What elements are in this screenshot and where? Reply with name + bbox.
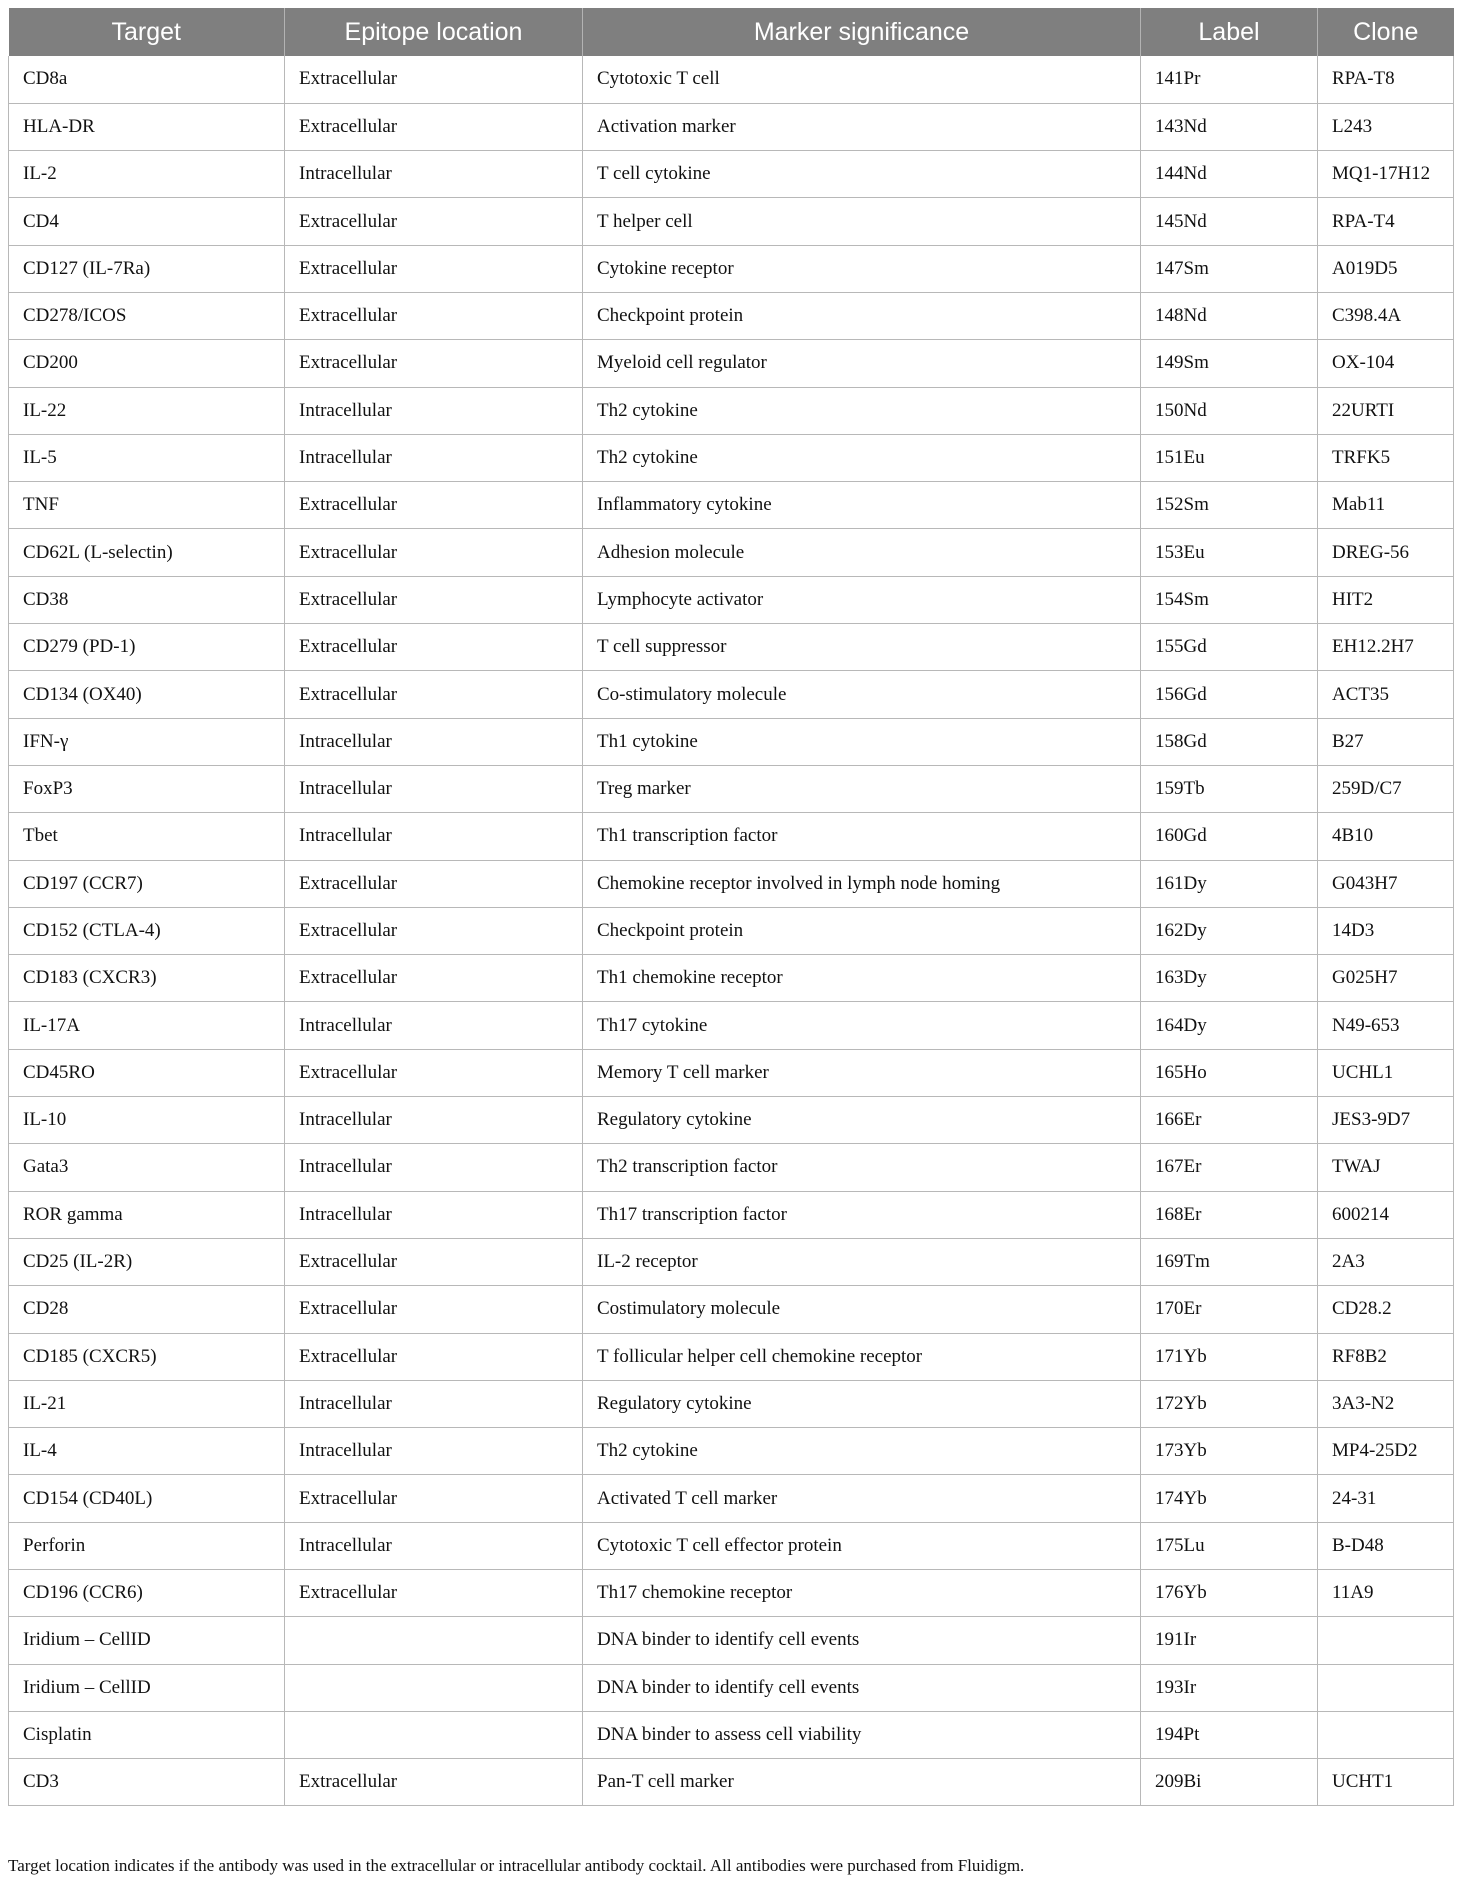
table-footnote: Target location indicates if the antibody was used in the extracellular or intracellular antibody cocktail. All antibodies were purchased from Fluidigm. [8,1856,1025,1875]
cell-marker-significance: Costimulatory molecule [583,1286,1141,1333]
cell-clone: G025H7 [1318,955,1454,1002]
cell-clone: MP4-25D2 [1318,1428,1454,1475]
cell-clone: RPA-T4 [1318,198,1454,245]
antibody-panel-table [8,8,1454,1806]
cell-target: CD185 (CXCR5) [9,1333,285,1380]
cell-marker-significance: Memory T cell marker [583,1049,1141,1096]
cell-target: CD197 (CCR7) [9,860,285,907]
cell-epitope-location: Intracellular [285,1144,583,1191]
table-row [9,151,1454,198]
cell-epitope-location [285,1664,583,1711]
cell-epitope-location: Extracellular [285,292,583,339]
header-label: Label [1141,8,1318,56]
table-row [9,1333,1454,1380]
cell-epitope-location: Extracellular [285,1286,583,1333]
table-row [9,292,1454,339]
cell-marker-significance: Th2 cytokine [583,387,1141,434]
cell-marker-significance: T cell cytokine [583,151,1141,198]
cell-target: CD3 [9,1759,285,1806]
cell-label: 194Pt [1141,1711,1318,1758]
cell-clone: UCHT1 [1318,1759,1454,1806]
cell-label: 193Ir [1141,1664,1318,1711]
cell-label: 209Bi [1141,1759,1318,1806]
cell-clone: MQ1-17H12 [1318,151,1454,198]
cell-epitope-location: Extracellular [285,576,583,623]
header-epitope-location: Epitope location [285,8,583,56]
table-row [9,955,1454,1002]
cell-label: 174Yb [1141,1475,1318,1522]
cell-epitope-location: Extracellular [285,671,583,718]
cell-label: 164Dy [1141,1002,1318,1049]
cell-label: 163Dy [1141,955,1318,1002]
cell-marker-significance: Treg marker [583,765,1141,812]
cell-clone: RF8B2 [1318,1333,1454,1380]
table-row [9,765,1454,812]
cell-clone: 22URTI [1318,387,1454,434]
cell-marker-significance: Activation marker [583,103,1141,150]
cell-epitope-location: Extracellular [285,624,583,671]
table-row [9,1428,1454,1475]
cell-label: 153Eu [1141,529,1318,576]
cell-target: FoxP3 [9,765,285,812]
cell-epitope-location: Extracellular [285,1333,583,1380]
cell-clone [1318,1664,1454,1711]
cell-target: IL-22 [9,387,285,434]
cell-target: CD154 (CD40L) [9,1475,285,1522]
cell-label: 151Eu [1141,434,1318,481]
cell-label: 168Er [1141,1191,1318,1238]
cell-target: CD8a [9,56,285,103]
cell-epitope-location: Intracellular [285,1191,583,1238]
cell-marker-significance: Cytokine receptor [583,245,1141,292]
cell-clone: DREG-56 [1318,529,1454,576]
cell-marker-significance: Myeloid cell regulator [583,340,1141,387]
cell-target: Cisplatin [9,1711,285,1758]
cell-label: 167Er [1141,1144,1318,1191]
table-row [9,1002,1454,1049]
cell-clone: EH12.2H7 [1318,624,1454,671]
table-row [9,1664,1454,1711]
cell-epitope-location: Intracellular [285,434,583,481]
cell-marker-significance: Th2 cytokine [583,1428,1141,1475]
cell-target: CD278/ICOS [9,292,285,339]
table-row [9,1570,1454,1617]
cell-label: 143Nd [1141,103,1318,150]
cell-epitope-location [285,1617,583,1664]
cell-label: 149Sm [1141,340,1318,387]
cell-target: IL-2 [9,151,285,198]
cell-label: 173Yb [1141,1428,1318,1475]
cell-label: 148Nd [1141,292,1318,339]
cell-label: 175Lu [1141,1522,1318,1569]
cell-target: IL-4 [9,1428,285,1475]
cell-clone: ACT35 [1318,671,1454,718]
cell-marker-significance: DNA binder to assess cell viability [583,1711,1141,1758]
cell-epitope-location: Intracellular [285,1002,583,1049]
cell-epitope-location: Intracellular [285,718,583,765]
cell-epitope-location: Extracellular [285,1049,583,1096]
cell-marker-significance: Th17 transcription factor [583,1191,1141,1238]
cell-label: 159Tb [1141,765,1318,812]
cell-clone: 14D3 [1318,907,1454,954]
cell-marker-significance: T helper cell [583,198,1141,245]
table-row [9,1380,1454,1427]
table-row [9,813,1454,860]
cell-marker-significance: Th2 cytokine [583,434,1141,481]
cell-target: CD279 (PD-1) [9,624,285,671]
cell-label: 156Gd [1141,671,1318,718]
cell-clone: A019D5 [1318,245,1454,292]
cell-target: ROR gamma [9,1191,285,1238]
cell-target: CD134 (OX40) [9,671,285,718]
header-target: Target [9,8,285,56]
cell-epitope-location: Extracellular [285,103,583,150]
cell-marker-significance: Pan-T cell marker [583,1759,1141,1806]
table-body [9,56,1454,1806]
cell-clone: B-D48 [1318,1522,1454,1569]
table-row [9,576,1454,623]
cell-label: 170Er [1141,1286,1318,1333]
cell-marker-significance: Co-stimulatory molecule [583,671,1141,718]
cell-marker-significance: Th17 cytokine [583,1002,1141,1049]
cell-target: IL-17A [9,1002,285,1049]
cell-epitope-location: Extracellular [285,198,583,245]
cell-marker-significance: Chemokine receptor involved in lymph node homing [583,860,1141,907]
cell-clone: G043H7 [1318,860,1454,907]
cell-marker-significance: Cytotoxic T cell [583,56,1141,103]
cell-label: 172Yb [1141,1380,1318,1427]
cell-label: 162Dy [1141,907,1318,954]
cell-epitope-location: Extracellular [285,955,583,1002]
cell-clone: JES3-9D7 [1318,1097,1454,1144]
cell-marker-significance: T cell suppressor [583,624,1141,671]
table-row [9,198,1454,245]
cell-marker-significance: Adhesion molecule [583,529,1141,576]
cell-epitope-location: Intracellular [285,1380,583,1427]
cell-label: 191Ir [1141,1617,1318,1664]
table-row [9,103,1454,150]
cell-epitope-location: Extracellular [285,529,583,576]
cell-clone: HIT2 [1318,576,1454,623]
cell-clone: C398.4A [1318,292,1454,339]
cell-epitope-location: Extracellular [285,340,583,387]
cell-marker-significance: Th1 cytokine [583,718,1141,765]
cell-marker-significance: Cytotoxic T cell effector protein [583,1522,1141,1569]
cell-epitope-location: Extracellular [285,56,583,103]
cell-epitope-location: Extracellular [285,1570,583,1617]
cell-clone: 11A9 [1318,1570,1454,1617]
cell-label: 154Sm [1141,576,1318,623]
cell-clone: UCHL1 [1318,1049,1454,1096]
cell-clone: OX-104 [1318,340,1454,387]
cell-epitope-location: Intracellular [285,813,583,860]
cell-label: 161Dy [1141,860,1318,907]
table-row [9,860,1454,907]
cell-target: Perforin [9,1522,285,1569]
table-row [9,671,1454,718]
cell-epitope-location: Intracellular [285,151,583,198]
cell-marker-significance: Regulatory cytokine [583,1380,1141,1427]
cell-label: 155Gd [1141,624,1318,671]
cell-marker-significance: Activated T cell marker [583,1475,1141,1522]
table-row [9,340,1454,387]
table-row [9,1617,1454,1664]
cell-target: CD28 [9,1286,285,1333]
table-row [9,624,1454,671]
cell-target: Iridium – CellID [9,1664,285,1711]
cell-target: Iridium – CellID [9,1617,285,1664]
cell-target: CD4 [9,198,285,245]
cell-epitope-location: Intracellular [285,387,583,434]
table-row [9,245,1454,292]
cell-target: CD196 (CCR6) [9,1570,285,1617]
cell-clone: TWAJ [1318,1144,1454,1191]
table-row [9,529,1454,576]
cell-epitope-location: Intracellular [285,1522,583,1569]
cell-clone: RPA-T8 [1318,56,1454,103]
cell-clone: TRFK5 [1318,434,1454,481]
cell-clone: L243 [1318,103,1454,150]
cell-label: 160Gd [1141,813,1318,860]
cell-label: 144Nd [1141,151,1318,198]
cell-clone [1318,1711,1454,1758]
table-row [9,56,1454,103]
cell-target: CD38 [9,576,285,623]
cell-target: TNF [9,482,285,529]
cell-marker-significance: Checkpoint protein [583,292,1141,339]
cell-label: 145Nd [1141,198,1318,245]
cell-target: CD45RO [9,1049,285,1096]
cell-clone: 600214 [1318,1191,1454,1238]
cell-clone: 259D/C7 [1318,765,1454,812]
cell-clone: 3A3-N2 [1318,1380,1454,1427]
cell-epitope-location: Extracellular [285,907,583,954]
cell-epitope-location: Intracellular [285,1428,583,1475]
cell-marker-significance: DNA binder to identify cell events [583,1664,1141,1711]
cell-target: HLA-DR [9,103,285,150]
cell-target: CD25 (IL-2R) [9,1238,285,1285]
cell-marker-significance: T follicular helper cell chemokine receptor [583,1333,1141,1380]
cell-marker-significance: Regulatory cytokine [583,1097,1141,1144]
cell-marker-significance: Checkpoint protein [583,907,1141,954]
cell-label: 166Er [1141,1097,1318,1144]
table-row [9,1191,1454,1238]
table-row [9,1759,1454,1806]
cell-label: 141Pr [1141,56,1318,103]
cell-target: CD127 (IL-7Ra) [9,245,285,292]
cell-epitope-location: Extracellular [285,1238,583,1285]
cell-epitope-location: Extracellular [285,1759,583,1806]
cell-label: 165Ho [1141,1049,1318,1096]
cell-label: 152Sm [1141,482,1318,529]
cell-marker-significance: Th1 chemokine receptor [583,955,1141,1002]
cell-marker-significance: DNA binder to identify cell events [583,1617,1141,1664]
cell-label: 176Yb [1141,1570,1318,1617]
cell-marker-significance: Th2 transcription factor [583,1144,1141,1191]
table-container [8,8,1453,1806]
cell-clone: B27 [1318,718,1454,765]
cell-epitope-location: Extracellular [285,245,583,292]
table-row [9,434,1454,481]
cell-target: IL-5 [9,434,285,481]
cell-label: 158Gd [1141,718,1318,765]
cell-clone: 24-31 [1318,1475,1454,1522]
cell-target: Tbet [9,813,285,860]
header-clone: Clone [1318,8,1454,56]
cell-target: CD183 (CXCR3) [9,955,285,1002]
cell-clone: CD28.2 [1318,1286,1454,1333]
cell-label: 169Tm [1141,1238,1318,1285]
cell-clone: 2A3 [1318,1238,1454,1285]
table-row [9,718,1454,765]
cell-clone: 4B10 [1318,813,1454,860]
cell-epitope-location: Intracellular [285,765,583,812]
cell-epitope-location: Intracellular [285,1097,583,1144]
cell-epitope-location [285,1711,583,1758]
cell-marker-significance: Lymphocyte activator [583,576,1141,623]
cell-marker-significance: IL-2 receptor [583,1238,1141,1285]
table-row [9,1238,1454,1285]
cell-label: 171Yb [1141,1333,1318,1380]
header-marker-significance: Marker significance [583,8,1141,56]
cell-marker-significance: Inflammatory cytokine [583,482,1141,529]
cell-target: CD152 (CTLA-4) [9,907,285,954]
table-row [9,1097,1454,1144]
cell-clone: Mab11 [1318,482,1454,529]
table-row [9,387,1454,434]
cell-label: 147Sm [1141,245,1318,292]
cell-target: IL-21 [9,1380,285,1427]
cell-label: 150Nd [1141,387,1318,434]
cell-target: CD62L (L-selectin) [9,529,285,576]
table-row [9,1144,1454,1191]
cell-marker-significance: Th1 transcription factor [583,813,1141,860]
table-row [9,1522,1454,1569]
cell-epitope-location: Extracellular [285,482,583,529]
table-row [9,1475,1454,1522]
cell-target: IFN-γ [9,718,285,765]
cell-clone [1318,1617,1454,1664]
cell-epitope-location: Extracellular [285,1475,583,1522]
table-row [9,1711,1454,1758]
header-row [9,8,1454,56]
cell-marker-significance: Th17 chemokine receptor [583,1570,1141,1617]
cell-clone: N49-653 [1318,1002,1454,1049]
table-row [9,1049,1454,1096]
cell-target: IL-10 [9,1097,285,1144]
cell-epitope-location: Extracellular [285,860,583,907]
table-header [9,8,1454,56]
table-row [9,907,1454,954]
table-row [9,482,1454,529]
cell-target: Gata3 [9,1144,285,1191]
table-row [9,1286,1454,1333]
cell-target: CD200 [9,340,285,387]
